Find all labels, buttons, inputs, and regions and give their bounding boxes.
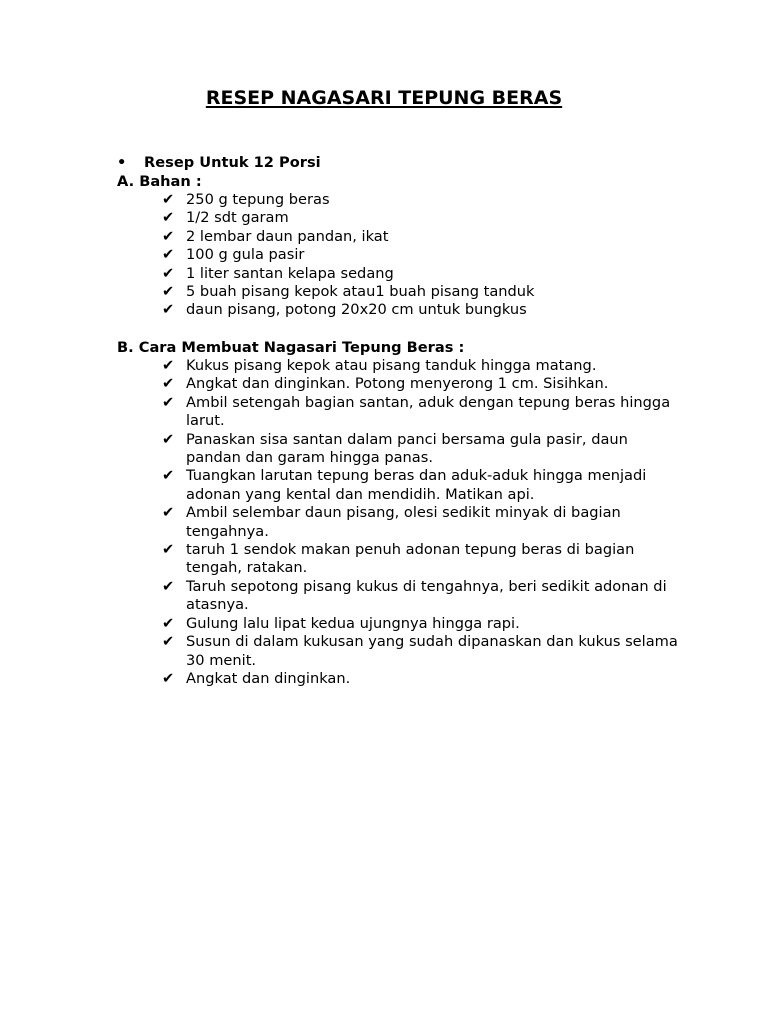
list-item: [162, 228, 682, 246]
list-item-text: 250 g tepung beras: [186, 191, 330, 208]
list-item: [162, 670, 682, 688]
check-mark-icon: ✔: [162, 246, 175, 264]
check-mark-icon: ✔: [162, 504, 175, 522]
list-item-text: 2 lembar daun pandan, ikat: [186, 227, 389, 245]
bullet-icon: •: [117, 154, 127, 171]
check-mark-icon: ✔: [162, 191, 175, 208]
bahan-list: [162, 191, 682, 320]
list-item: [162, 578, 682, 615]
list-item-text: Angkat dan dinginkan.: [186, 669, 351, 687]
page-title: [0, 86, 768, 110]
list-item: [162, 191, 682, 209]
list-item-text: Gulung lalu lipat kedua ujungnya hingga rapi.: [186, 614, 520, 632]
list-item: [162, 265, 682, 283]
list-item: [162, 375, 682, 393]
page-title-text: RESEP NAGASARI TEPUNG BERAS: [205, 87, 563, 109]
list-item-text: Taruh sepotong pisang kukus di tengahnya, beri sedikit adonan di atasnya.: [186, 577, 667, 614]
check-mark-icon: ✔: [162, 264, 175, 282]
check-mark-icon: ✔: [162, 467, 175, 485]
list-item: [162, 615, 682, 633]
check-mark-icon: ✔: [162, 669, 175, 687]
list-item: [162, 394, 682, 431]
list-item-text: Tuangkan larutan tepung beras dan aduk-aduk hingga menjadi adonan yang kental dan mendidih. Matikan api.: [186, 467, 647, 503]
check-mark-icon: ✔: [162, 375, 175, 393]
check-mark-icon: ✔: [162, 283, 175, 301]
list-item: [162, 541, 682, 578]
list-item: [162, 467, 682, 504]
check-mark-icon: ✔: [162, 209, 175, 227]
list-item-text: Ambil setengah bagian santan, aduk dengan tepung beras hingga larut.: [186, 393, 671, 430]
list-item: [162, 504, 682, 541]
list-item-text: Kukus pisang kepok atau pisang tanduk hingga matang.: [186, 357, 597, 374]
check-mark-icon: ✔: [162, 393, 175, 411]
list-item: [162, 431, 682, 468]
porsi-bullet-item: [117, 154, 321, 172]
check-mark-icon: ✔: [162, 577, 175, 595]
check-mark-icon: ✔: [162, 357, 175, 374]
list-item: [162, 633, 682, 670]
list-item-text: taruh 1 sendok makan penuh adonan tepung beras di bagian tengah, ratakan.: [186, 541, 635, 577]
list-item: [162, 301, 682, 319]
cara-list: [162, 357, 682, 688]
list-item: [162, 283, 682, 301]
check-mark-icon: ✔: [162, 633, 175, 651]
bahan-heading: A. Bahan :: [117, 173, 202, 190]
list-item-text: daun pisang, potong 20x20 cm untuk bungkus: [186, 301, 527, 319]
list-item-text: Angkat dan dinginkan. Potong menyerong 1 cm. Sisihkan.: [186, 375, 609, 393]
list-item-text: Ambil selembar daun pisang, olesi sedikit minyak di bagian tengahnya.: [186, 504, 621, 540]
list-item: [162, 209, 682, 227]
list-item: [162, 357, 682, 375]
list-item-text: 1/2 sdt garam: [186, 209, 289, 227]
list-item-text: 1 liter santan kelapa sedang: [186, 264, 394, 282]
check-mark-icon: ✔: [162, 301, 175, 319]
check-mark-icon: ✔: [162, 541, 175, 559]
list-item-text: 5 buah pisang kepok atau1 buah pisang tanduk: [186, 283, 535, 301]
list-item: [162, 246, 682, 264]
check-mark-icon: ✔: [162, 227, 175, 245]
check-mark-icon: ✔: [162, 430, 175, 448]
list-item-text: Panaskan sisa santan dalam panci bersama gula pasir, daun pandan dan garam hingga panas.: [186, 430, 628, 467]
cara-heading: B. Cara Membuat Nagasari Tepung Beras :: [117, 339, 465, 356]
porsi-text: Resep Untuk 12 Porsi: [144, 154, 321, 171]
check-mark-icon: ✔: [162, 614, 175, 632]
list-item-text: 100 g gula pasir: [186, 246, 305, 264]
list-item-text: Susun di dalam kukusan yang sudah dipanaskan dan kukus selama 30 menit.: [186, 633, 678, 669]
